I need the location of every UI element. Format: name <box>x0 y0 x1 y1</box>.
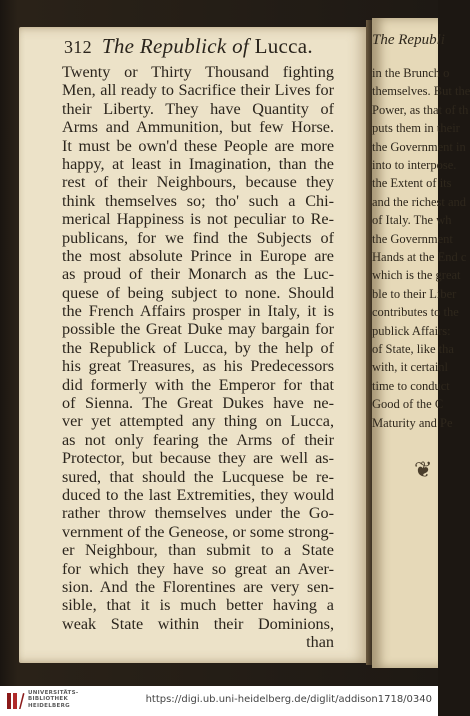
institution-line: BIBLIOTHEK <box>28 696 69 703</box>
text-line: publicans, for we find the Subjects of <box>62 228 334 247</box>
text-line: sion. And the Florentines are very sen- <box>62 577 334 596</box>
right-page-line: puts them in their <box>372 121 460 136</box>
text-line: rest of their Neighbours, because they <box>62 173 334 192</box>
text-line: merical Happiness is not peculiar to Re- <box>62 210 334 229</box>
text-line: vernment of the Geneose, or some strong- <box>62 522 334 541</box>
right-page-header: The Republi <box>372 32 445 48</box>
right-page-line: Maturity and Pe <box>372 415 453 430</box>
text-line: as proud of their Monarch as the Luc- <box>62 265 334 284</box>
right-page-line: themselves. But the <box>372 84 470 99</box>
right-page-line: contributes to the <box>372 305 459 320</box>
text-line: sured, that should the Lucquese be re- <box>62 467 334 486</box>
text-line: Men, all ready to Sacrifice their Lives for <box>62 81 334 100</box>
text-line: rather throw themselves under the Go- <box>62 504 334 523</box>
institution-line: HEIDELBERG <box>28 702 70 709</box>
viewer-footer <box>0 686 438 716</box>
institution-line: UNIVERSITÄTS- <box>28 690 79 696</box>
right-page <box>372 18 470 668</box>
text-line: of Sienna. The Great Dukes have ne- <box>62 394 334 413</box>
permalink-url[interactable]: https://digi.ub.uni-heidelberg.de/diglit/addison1718/0340 <box>145 694 432 705</box>
text-line: for which they have so great an Aver- <box>62 559 334 578</box>
right-page-line: in the Brunch o <box>372 66 450 80</box>
text-line: Arms and Ammunition, but few Horse. <box>62 118 334 137</box>
text-line: duced to the last Extremities, they would <box>62 485 334 504</box>
text-line: did formerly with the Emperor for that <box>62 375 334 394</box>
text-line: as not only fearing the Arms of their <box>62 430 334 449</box>
text-line: Twenty or Thirty Thousand fighting <box>62 63 334 81</box>
text-line: ver yet attempted any thing on Lucca, <box>62 412 334 431</box>
text-line: his great Treasures, as his Predecessors <box>62 357 334 376</box>
right-page-line: with, it certainl <box>372 360 449 375</box>
right-page-line: Good of the C <box>372 397 444 412</box>
text-line: Protector, but because they are well as- <box>62 449 334 468</box>
text-line: their Liberty. They have Quantity of <box>62 99 334 118</box>
text-line: than <box>306 633 334 652</box>
header-title-roman: Lucca. <box>254 34 313 58</box>
text-line: It must be own'd these People are more <box>62 136 334 155</box>
right-page-line: Power, as that of th <box>372 102 469 117</box>
ornament-icon: ❦ <box>414 458 433 483</box>
text-line: the most absolute Prince in Europe are <box>62 246 334 265</box>
institution-name <box>28 690 78 709</box>
right-page-line: of Italy. The wh <box>372 213 452 228</box>
library-logo-icon <box>6 691 25 711</box>
right-page-line: the Extent of its <box>372 176 452 191</box>
right-page-line: publick Affairs: <box>372 323 451 338</box>
page-number: 312 <box>64 37 92 57</box>
text-line: the Republick of Lucca, by the help of <box>62 338 334 357</box>
right-page-line: of State, like tha <box>372 342 454 356</box>
text-line: possible the Great Duke may bargain for <box>62 320 334 339</box>
right-page-line: the Government in <box>372 139 466 154</box>
right-page-line: Hands at the End c <box>372 250 467 264</box>
text-line: er Neighbour, than submit to a State <box>62 541 334 560</box>
right-page-line: the Government <box>372 231 453 246</box>
header-title-italic: The Republick of <box>101 34 249 58</box>
text-line: happy, at least in Imagination, than the <box>62 154 334 173</box>
text-line: sible, that it is much better having a <box>62 596 334 615</box>
text-line: the French Affairs prosper in Italy, it is <box>62 302 334 321</box>
right-page-line: and the richest and <box>372 194 467 209</box>
text-line: think themselves so; tho' such a Chi- <box>62 191 334 210</box>
text-line: weak State within their Dominions, <box>62 614 334 633</box>
text-line: quese of being subject to none. Should <box>62 283 334 302</box>
right-page-line: time to conduct <box>372 378 450 393</box>
body-text <box>62 63 334 652</box>
right-page-line: which is the great <box>372 268 461 283</box>
right-page-line: into to interpose. <box>372 158 457 172</box>
right-page-line: ble to their Liber <box>372 286 457 301</box>
running-header <box>64 34 313 58</box>
